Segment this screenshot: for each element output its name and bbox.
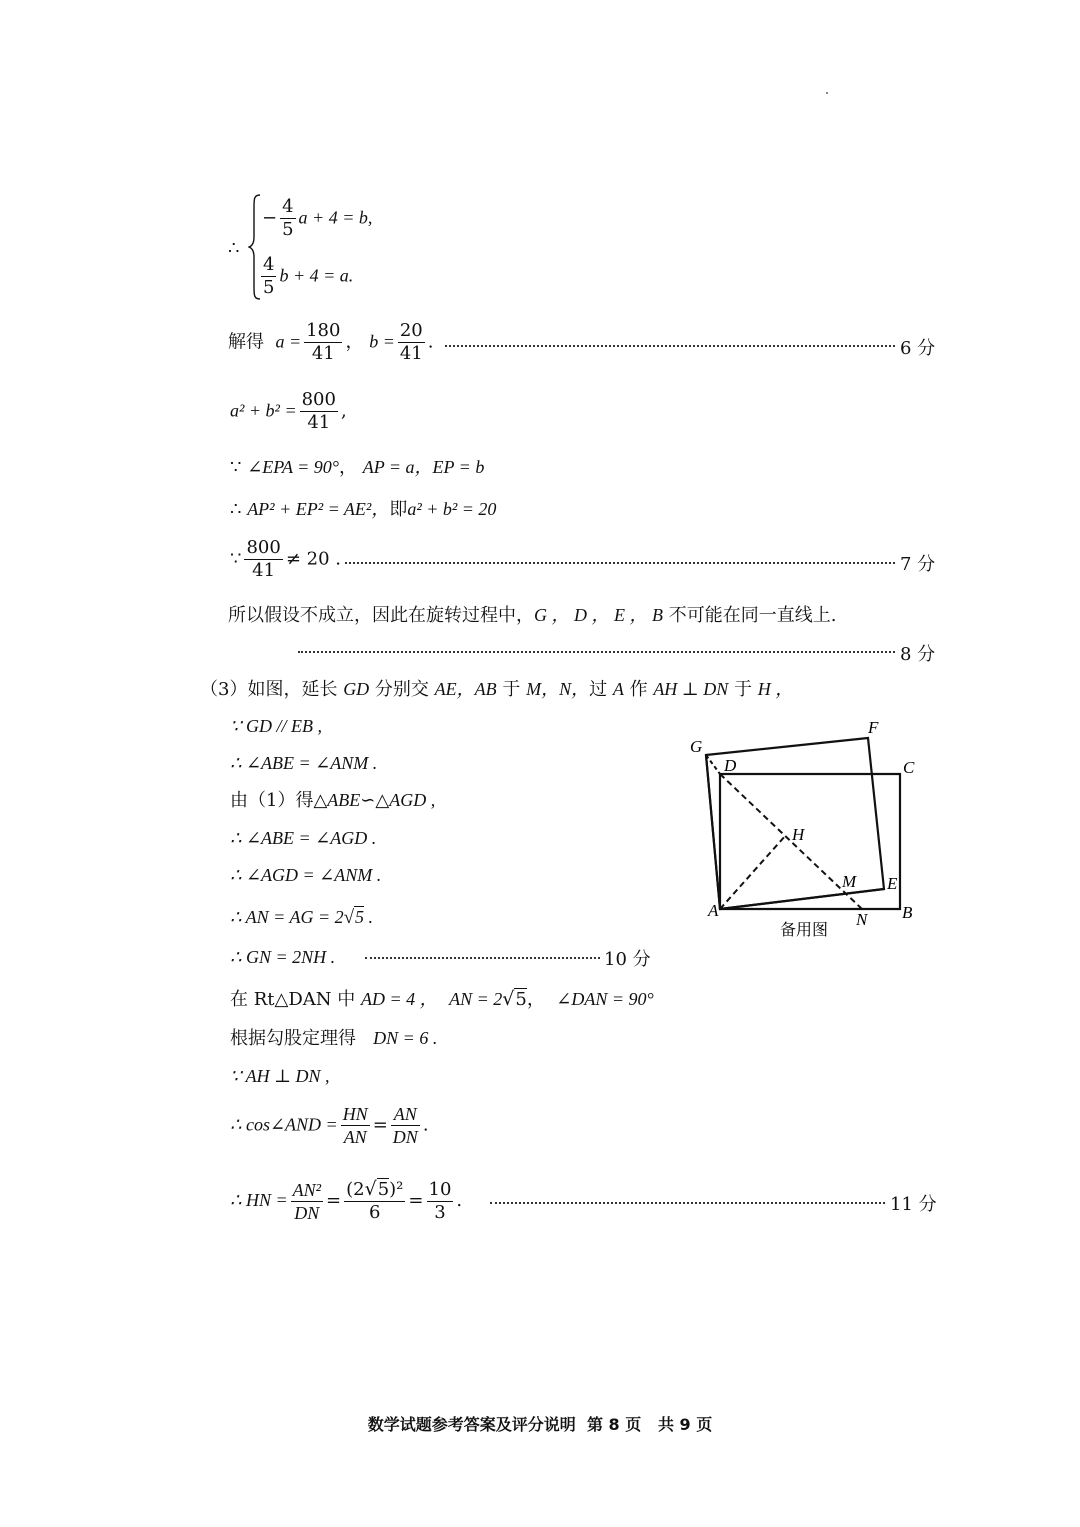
score-10: 10 分 (604, 949, 651, 970)
figure-caption: 备用图 (780, 920, 829, 939)
geometry-figure (690, 715, 930, 945)
step-9: 根据勾股定理得 DN = 6 . (230, 1028, 438, 1049)
segment-dn (720, 774, 862, 909)
step-1: ∵ GD // EB , (230, 716, 322, 736)
score-8: 8 分 (900, 644, 936, 665)
label-H: H (792, 825, 805, 844)
label-G: G (690, 737, 703, 756)
score-leader (298, 651, 895, 653)
label-D: D (724, 756, 737, 775)
step-12: ∴ HN = $\frac{\text{AN²}}{DN}$ = $\frac{\text{(2√5)²}}{6}$ = $\frac{10}{3}$ . (230, 1178, 463, 1223)
segment-ga (706, 755, 720, 909)
sum-squares-line: a² + b² = $\frac{800}{41}$ , (230, 389, 347, 433)
score-leader (345, 562, 895, 564)
step-3: 由（1）得△ABE∽△AGD , (230, 790, 436, 811)
scan-speck (826, 92, 828, 94)
equation-2: $\frac{4}{5}$ b + 4 = a. (263, 254, 354, 298)
part3-intro: （3）如图，延长 GD 分别交 AE，AB 于 M，N，过 A 作 AH ⊥ DN 于 H ， (200, 679, 794, 700)
label-C: C (903, 758, 915, 777)
label-N: N (856, 910, 868, 929)
conclusion-line: 所以假设不成立，因此在旋转过程中，G ， D ， E ， B 不可能在同一直线上. (228, 605, 837, 626)
step-2: ∴ ∠ABE = ∠ANM . (230, 753, 378, 773)
score-leader (490, 1202, 885, 1204)
segment-ah (720, 835, 786, 909)
label-B: B (902, 903, 913, 922)
step-7: ∴ GN = 2NH . (230, 947, 336, 967)
angle-line: ∵ ∠EPA = 90°， AP = a，EP = b (230, 457, 485, 478)
score-6: 6 分 (900, 338, 936, 359)
step-4: ∴ ∠ABE = ∠AGD . (230, 828, 377, 848)
label-M: M (842, 872, 857, 891)
score-leader (365, 957, 600, 959)
pythag-line: ∴ AP² + EP² = AE²，即a² + b² = 20 (230, 499, 497, 520)
score-11: 11 分 (890, 1194, 937, 1215)
score-7: 7 分 (900, 554, 936, 575)
equation-1: − $\frac{4}{5}$ a + 4 = b, (262, 196, 373, 240)
neq-line: ∵ $\frac{800}{41}$ ≠ 20 . (230, 537, 341, 581)
label-F: F (868, 718, 879, 737)
step-11: ∴ cos∠AND = $\frac{HN}{AN}$ = $\frac{AN}{DN}$ . (230, 1104, 429, 1147)
solve-line: 解得 a = $\frac{180}{41}$ ， b = $\frac{20}{41}$ . (228, 320, 434, 364)
step-6: ∴ AN = AG = 2√5 . (230, 907, 374, 928)
step-5: ∴ ∠AGD = ∠ANM . (230, 865, 382, 885)
therefore-symbol: ∴ (228, 238, 240, 259)
page-footer: 数学试题参考答案及评分说明 第 8 页 共 9 页 (367, 1415, 713, 1434)
score-leader (445, 345, 895, 347)
step-10: ∵ AH ⊥ DN , (230, 1066, 330, 1086)
label-E: E (887, 874, 898, 893)
label-A: A (708, 901, 719, 920)
step-8: 在 Rt△DAN 中 AD = 4 ， AN = 2√5， ∠DAN = 90° (230, 988, 654, 1010)
